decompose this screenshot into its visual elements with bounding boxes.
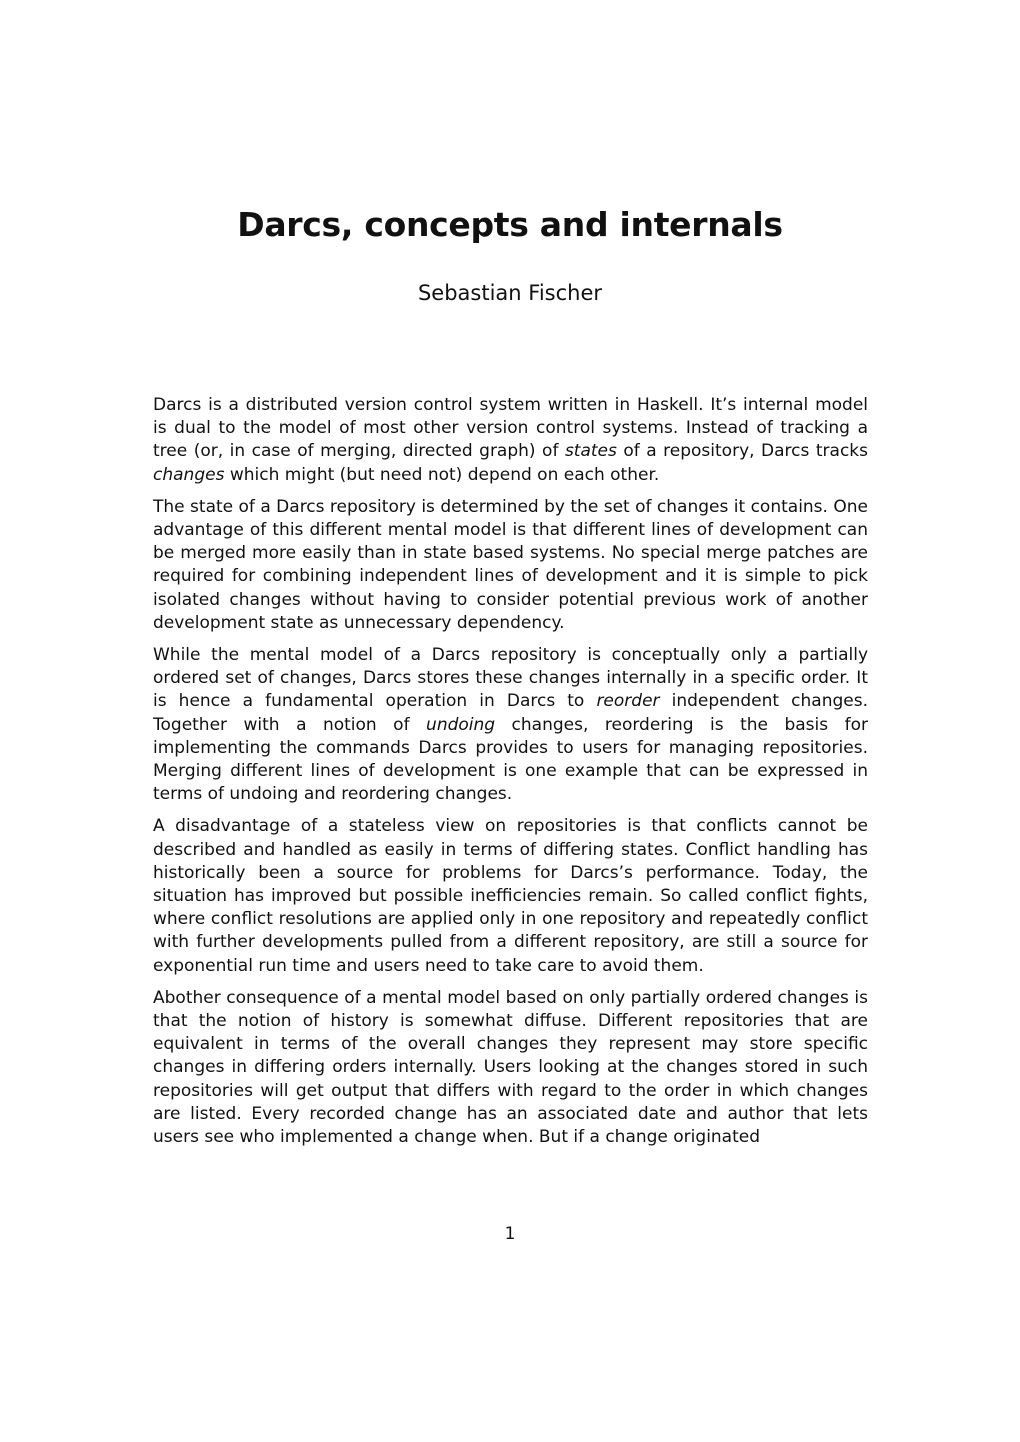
paragraph-2-segment: The state of a Darcs repository is determined by the set of changes it contains. One advantage of this different mental model is that different lines of development can be merged more easily than in state based systems. No special merge patches are required for combining independent lines of development and it is simple to pick isolated changes without having to consider potential previous work of another development state as unnecessary dependency. <box>153 496 868 633</box>
page-number: 1 <box>504 1224 516 1244</box>
paragraph-3 <box>153 644 868 806</box>
paragraph-3-segment: While the mental model of a Darcs repository is conceptually only a partially ordered set of changes, Darcs stores these changes internally in a specific order. It is hence a fundamental operation in Darcs to <box>153 645 868 712</box>
paragraph-4 <box>153 815 868 977</box>
paragraph-3-segment: changes, reordering is the basis for implementing the commands Darcs provides to users for managing repositories. Merging different lines of development is one example that can be expressed in terms of undoing and reordering changes. <box>153 714 868 805</box>
paragraph-1-segment: Darcs is a distributed version control system written in Haskell. It’s internal model is dual to the model of most other version control systems. Instead of tracking a tree (or, in case of merging, directed graph) of <box>153 395 868 462</box>
paragraph-1-emphasis-changes: changes <box>153 464 225 485</box>
paragraph-1-segment: of a repository, Darcs tracks <box>616 441 868 462</box>
paragraph-1 <box>153 394 868 487</box>
paragraph-3-segment: independent changes. Together with a notion of <box>153 691 868 735</box>
paragraph-1-segment: which might (but need not) depend on each other. <box>224 464 660 485</box>
paragraph-4-segment: A disadvantage of a stateless view on repositories is that conflicts cannot be described and handled as easily in terms of differing states. Conflict handling has historically been a source for problems for Darcs’s performance. Today, the situation has improved but possible inefficiencies remain. So called conflict fights, where conflict resolutions are applied only in one repository and repeatedly conflict with further developments pulled from a different repository, are still a source for exponential run time and users need to take care to avoid them. <box>153 816 868 976</box>
paragraph-3-emphasis-reorder: reorder <box>596 691 660 712</box>
abstract-body <box>153 394 868 1158</box>
paragraph-2 <box>153 496 868 635</box>
paragraph-3-emphasis-undoing: undoing <box>426 714 496 735</box>
paragraph-5 <box>153 987 868 1149</box>
paper-title: Darcs, concepts and internals <box>237 205 783 244</box>
paper-author: Sebastian Fischer <box>417 281 603 305</box>
paragraph-5-segment: Abother consequence of a mental model based on only partially ordered changes is that the notion of history is somewhat diffuse. Different repositories that are equivalent in terms of the overall changes they represent may store specific changes in differing orders internally. Users looking at the changes stored in such repositories will get output that differs with regard to the order in which changes are listed. Every recorded change has an associated date and author that lets users see who implemented a change when. But if a change originated <box>153 987 868 1148</box>
paragraph-1-emphasis-states: states <box>564 441 617 462</box>
